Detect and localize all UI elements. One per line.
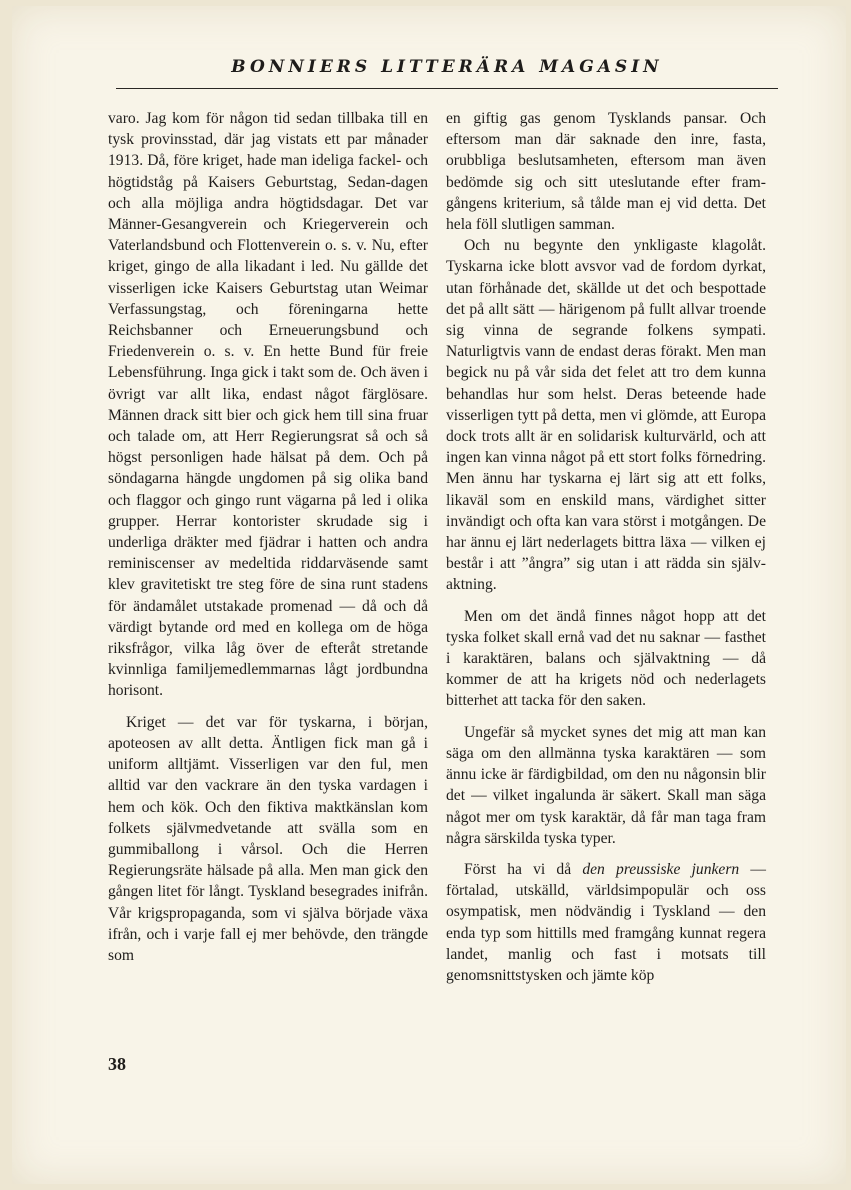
paragraph: Kriget — det var för tyskarna, i början, apoteosen av allt detta. Äntligen fick man gå i uniform alltjämt. Visserligen var den ful, men alltid var den vackrare än den tyska vardagen i hem och kök. Och den fiktiva maktkänslan kom folkets självmedvetande att svälla som en gummiballong i vårsol. Och die Herren Regierungsräte hälsade på alla. Men man gick den gången litet för långt. Tyskland besegrades inifrån. Vår krigspropaganda, som vi själva började växa ifrån, och i varje fall ej mer behövde, den trängde som [108,713,428,964]
paragraph: Men om det ändå finnes något hopp att det tyska folket skall ernå vad det nu saknar — fasthet i karaktären, balans och självaktning — då kommer de att ha krigets nöd och nederlagets bitterhet att tacka för den saken. [446,607,766,710]
paragraph: en giftig gas genom Tysklands pansar. Och eftersom man där saknade den inre, fasta, orubbliga beslutsamheten, eftersom man även bedömde sig och sitt uteslutande efter framgångens kriterium, så tålde man ej vid detta. Det hela föll slutligen samman. [446,110,766,234]
paragraph-text: Först ha vi då [464,860,583,878]
running-header: BONNIERS LITTERÄRA MAGASIN [231,57,663,77]
header-rule [116,88,778,89]
right-column [446,108,766,986]
left-column [108,108,428,966]
page-number: 38 [108,1054,126,1074]
paragraph: Och nu begynte den ynkligaste klagolåt. Tyskarna icke blott avsvor vad de fordom dyrkat, utan förhånade det, skällde ut det och bespottade det på allt sätt — härigenom på fullt allvar troende sig vinna de segrande folkens sympati. Naturligtvis vann de endast deras förakt. Men man begick nu på vår sida det felet att tro dem kunna behandlas hur som helst. Deras beteende hade visserligen tytt på detta, men vi glömde, att Europa dock trots allt är en solidarisk kulturvärld, och att ingen kan vinna något på ett stort folks förnedring. Men ännu har tyskarna ej lärt sig att ett folks, likaväl som en enskild mans, värdighet sitter invändigt och ofta kan vara störst i motgången. De har ännu ej lärt nederlagets bittra läxa — vilken ej består i att ”ångra” sig utan i att rädda sin självaktning. [446,237,766,594]
italic-phrase: den preussiske junkern [582,860,740,878]
paragraph: varo. Jag kom för någon tid sedan tillbaka till en tysk provinsstad, där jag vistats ett par månader 1913. Då, före kriget, hade man ideliga fackel- och högtidståg på Kaisers Geburtstag, Sedan-dagen och alla möjliga andra högtidsdagar. Det var Männer-Gesangverein och Kriegerverein och Vaterlandsbund och Flottenverein o. s. v. Nu, efter kriget, gingo de alla likadant i led. Nu gällde det visserligen icke Kaisers Geburtstag utan Weimar Verfassungstag, och föreningarna hette Reichsbanner och Erneuerungsbund och Friedenverein o. s. v. En hette Bund für freie Lebensführung. Inga gick i takt som de. Och även i övrigt var allt lika, endast något färglösare. Männen drack sitt bier och gick hem till sina fruar och talade om, att Herr Regierungsrat så och så högst personligen hade hälsat på dem. Och på söndagarna hängde ungdomen på sig olika band och flaggor och gingo runt vägarna på led i olika grupper. Herrar kontorister skrudade sig i underliga dräkter med fjädrar i hatten och andra reminiscenser av medeltida riddarväsende samt klev gravitetiskt tre steg före de sina runt stadens för ändamålet utstakade promenad — då och då värdigt bytande ord med en kollega om de höga riksfrågor, vilka låg över de efteråt stretande kvinnliga familjemedlemmarnas lågt jordbundna horisont. [108,110,429,700]
paragraph [446,859,766,986]
paragraph-text: — förtalad, utskälld, världsimpopulär och oss osympatisk, men nödvändig i Tyskland — den enda typ som hittills med framgång kunnat regera landet, manlig och fast i motsats till genomsnittstysken och jämte köp [446,860,766,984]
paragraph: Ungefär så mycket synes det mig att man kan säga om den allmänna tyska karaktären — som ännu icke är färdigbildad, om den nu någonsin blir det — vilket ingalunda är säkert. Skall man säga något mer om tysk karaktär, då får man taga fram några särskilda tyska typer. [446,723,766,847]
